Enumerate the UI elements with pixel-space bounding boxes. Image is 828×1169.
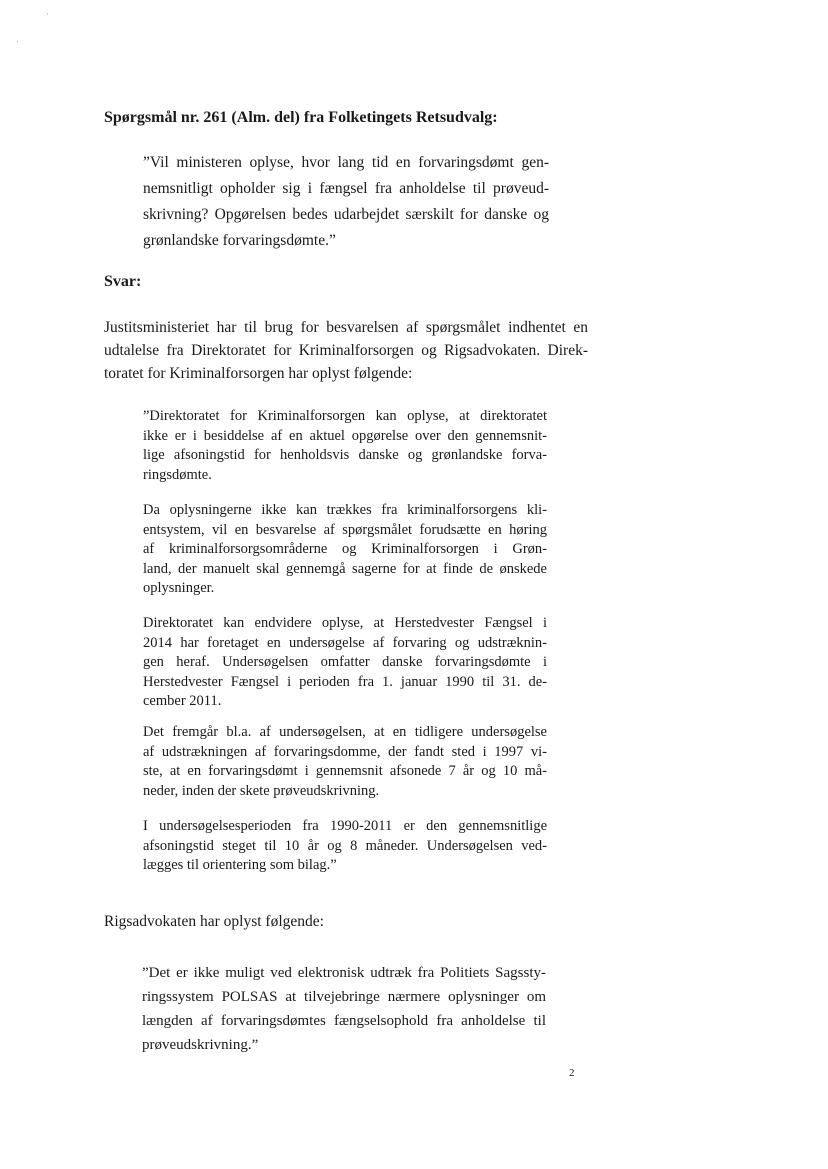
- answer-intro-paragraph: [104, 316, 588, 385]
- prosecutor-line: prøveudskrivning.”: [142, 1037, 259, 1053]
- question-line: ”Vil ministeren oplyse, hvor lang tid en forvaringsdømt gen-: [143, 154, 549, 171]
- question-line: nemsnitligt opholder sig i fængsel fra anholdelse til prøveud-: [143, 180, 549, 197]
- directorate-paragraph: [143, 614, 547, 712]
- paragraph-line: Direktoratet kan endvidere oplyse, at Herstedvester Fængsel i: [143, 615, 547, 631]
- paragraph-line: ste, at en forvaringsdømt i gennemsnit afsonede 7 år og 10 må-: [143, 763, 547, 779]
- prosecutor-line: ringssystem POLSAS at tilvejebringe nærmere oplysninger om: [142, 989, 546, 1005]
- scan-artifact: ·: [46, 9, 49, 19]
- paragraph-line: oplysninger.: [143, 580, 215, 596]
- paragraph-line: land, der manuelt skal gennemgå sagerne for at finde de ønskede: [143, 560, 547, 577]
- paragraph-line: afsoningstid steget til 10 år og 8 måneder. Undersøgelsen ved-: [143, 837, 547, 854]
- paragraph-line: ringsdømte.: [143, 466, 212, 483]
- page-number: 2: [569, 1067, 575, 1079]
- directorate-paragraph: [143, 723, 547, 801]
- paragraph-line: af kriminalforsorgsområderne og Kriminalforsorgen i Grøn-: [143, 541, 547, 557]
- paragraph-line: af udstrækningen af forvaringsdomme, der fandt sted i 1997 vi-: [143, 743, 547, 760]
- prosecutor-intro: Rigsadvokaten har oplyst følgende:: [104, 913, 324, 930]
- intro-line: Justitsministeriet har til brug for besvarelsen af spørgsmålet indhentet en: [104, 319, 588, 336]
- intro-line: toratet for Kriminalforsorgen har oplyst følgende:: [104, 365, 413, 382]
- directorate-paragraph: [143, 407, 547, 485]
- paragraph-line: Da oplysningerne ikke kan trækkes fra kriminalforsorgens kli-: [143, 502, 547, 518]
- paragraph-line: Det fremgår bl.a. af undersøgelsen, at en tidligere undersøgelse: [143, 724, 547, 740]
- paragraph-line: entsystem, vil en besvarelse af spørgsmålet forudsætte en høring: [143, 521, 547, 538]
- prosecutor-line: ”Det er ikke muligt ved elektronisk udtræk fra Politiets Sagssty-: [142, 965, 546, 981]
- paragraph-line: cember 2011.: [143, 693, 222, 709]
- paragraph-line: gen heraf. Undersøgelsen omfatter danske forvaringsdømte i: [143, 654, 547, 670]
- paragraph-line: ikke er i besiddelse af en aktuel opgørelse over den gennemsnit-: [143, 427, 547, 444]
- paragraph-line: 2014 har foretaget en undersøgelse af forvaring og udstræknin-: [143, 634, 547, 651]
- paragraph-line: neder, inden der skete prøveudskrivning.: [143, 782, 380, 799]
- directorate-paragraph: [143, 817, 547, 876]
- prosecutor-quote: [142, 961, 546, 1057]
- paragraph-line: Herstedvester Fængsel i perioden fra 1. januar 1990 til 31. de-: [143, 673, 547, 690]
- question-line: skrivning? Opgørelsen bedes udarbejdet særskilt for danske og: [143, 206, 549, 223]
- question-heading: Spørgsmål nr. 261 (Alm. del) fra Folketingets Retsudvalg:: [104, 109, 498, 126]
- prosecutor-line: længden af forvaringsdømtes fængselsophold fra anholdelse til: [142, 1013, 546, 1029]
- directorate-paragraph: [143, 501, 547, 599]
- answer-heading: Svar:: [104, 273, 142, 290]
- question-quote: [143, 150, 549, 254]
- paragraph-line: I undersøgelsesperioden fra 1990-2011 er den gennemsnitlige: [143, 818, 547, 834]
- scan-artifact: ·: [16, 37, 19, 47]
- intro-line: udtalelse fra Direktoratet for Kriminalforsorgen og Rigsadvokaten. Direk-: [104, 342, 588, 359]
- paragraph-line: lægges til orientering som bilag.”: [143, 857, 337, 873]
- paragraph-line: lige afsoningstid for henholdsvis danske og grønlandske forva-: [143, 447, 547, 463]
- question-line: grønlandske forvaringsdømte.”: [143, 232, 336, 249]
- paragraph-line: ”Direktoratet for Kriminalforsorgen kan oplyse, at direktoratet: [143, 408, 547, 424]
